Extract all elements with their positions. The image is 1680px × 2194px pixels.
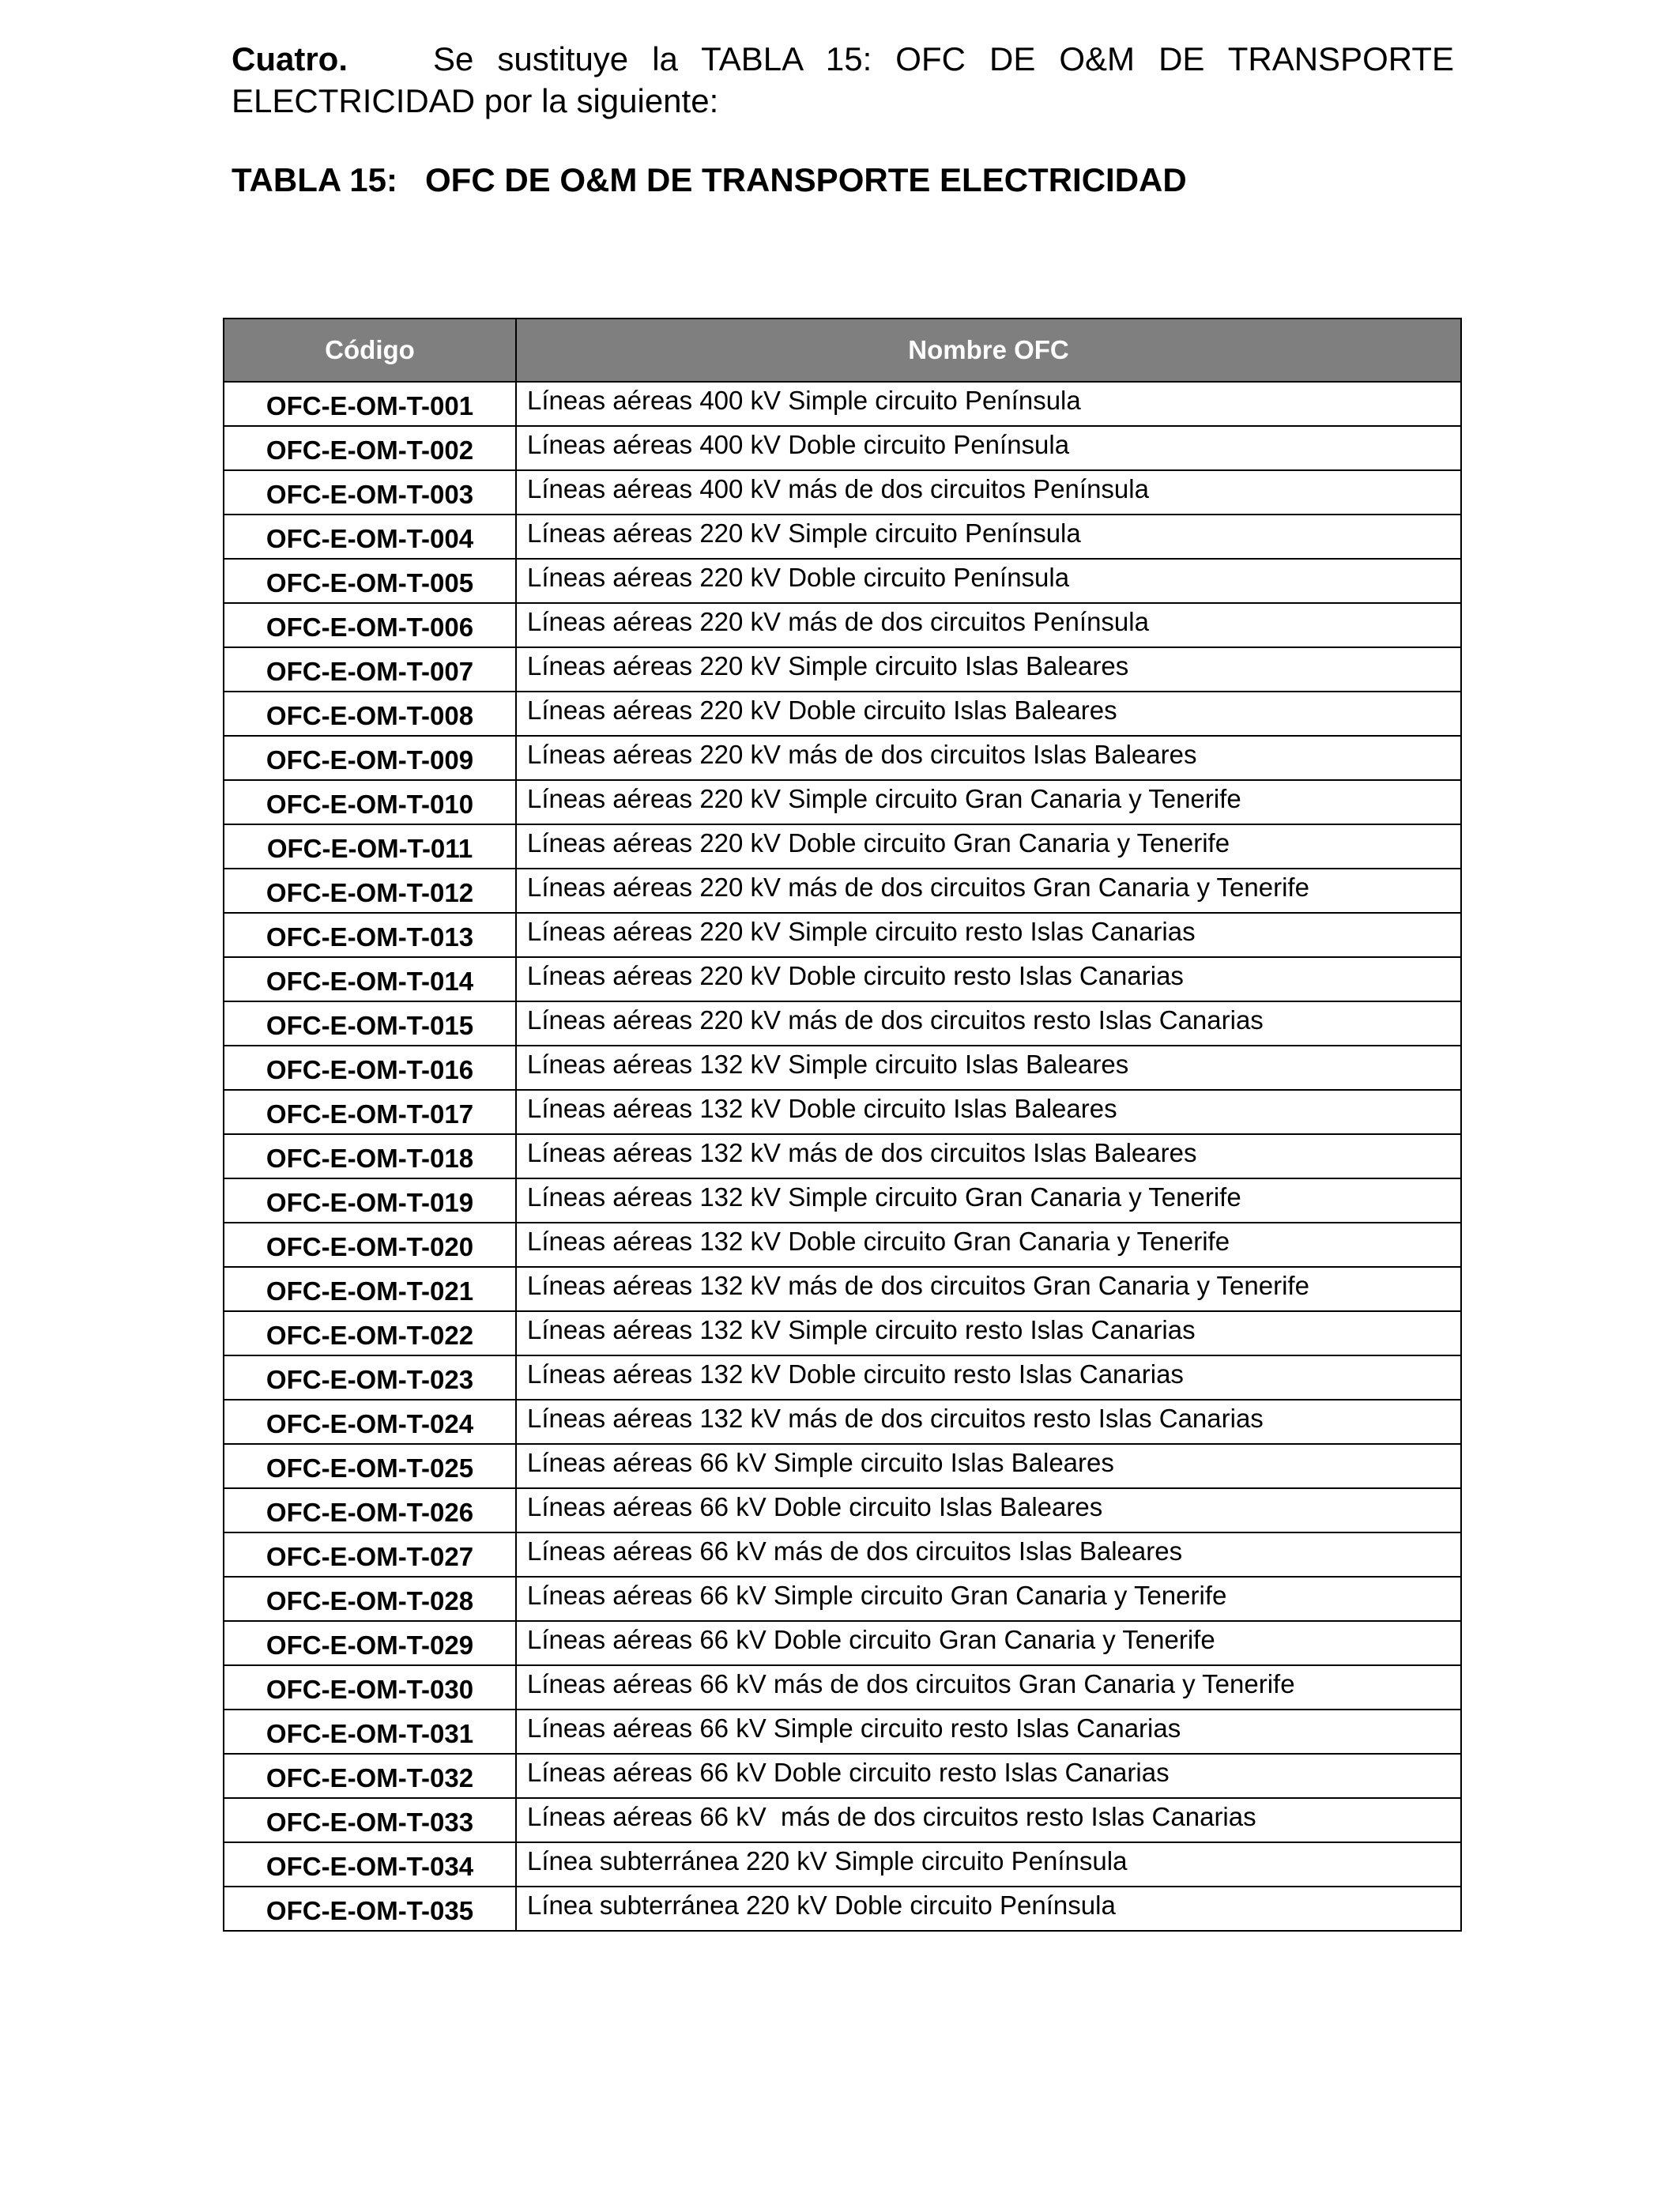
intro-paragraph — [232, 38, 1454, 122]
cell-nombre-ofc: Líneas aéreas 220 kV Simple circuito Islas Baleares — [516, 647, 1461, 692]
cell-codigo: OFC-E-OM-T-005 — [224, 559, 516, 603]
cell-codigo: OFC-E-OM-T-022 — [224, 1311, 516, 1355]
table-row — [224, 1488, 1461, 1532]
cell-codigo: OFC-E-OM-T-007 — [224, 647, 516, 692]
cell-codigo: OFC-E-OM-T-023 — [224, 1355, 516, 1400]
table-row — [224, 1267, 1461, 1311]
cell-codigo: OFC-E-OM-T-001 — [224, 382, 516, 426]
intro-text-1: Se sustituye la TABLA 15: OFC DE O&M DE TRANSPORTE — [433, 40, 1454, 77]
table-row — [224, 780, 1461, 824]
table-row — [224, 824, 1461, 869]
cell-nombre-ofc: Líneas aéreas 132 kV Simple circuito resto Islas Canarias — [516, 1311, 1461, 1355]
cell-codigo: OFC-E-OM-T-032 — [224, 1754, 516, 1798]
cell-codigo: OFC-E-OM-T-028 — [224, 1577, 516, 1621]
intro-line-2: ELECTRICIDAD por la siguiente: — [232, 82, 719, 119]
cell-nombre-ofc: Líneas aéreas 66 kV más de dos circuitos Islas Baleares — [516, 1532, 1461, 1577]
table-body — [224, 382, 1461, 1931]
cell-nombre-ofc: Líneas aéreas 132 kV Doble circuito resto Islas Canarias — [516, 1355, 1461, 1400]
table-row — [224, 1090, 1461, 1134]
cell-nombre-ofc: Líneas aéreas 132 kV más de dos circuitos Gran Canaria y Tenerife — [516, 1267, 1461, 1311]
cell-nombre-ofc: Líneas aéreas 132 kV Doble circuito Gran Canaria y Tenerife — [516, 1223, 1461, 1267]
cell-nombre-ofc: Líneas aéreas 132 kV Simple circuito Islas Baleares — [516, 1046, 1461, 1090]
cell-codigo: OFC-E-OM-T-003 — [224, 470, 516, 515]
table-row — [224, 1223, 1461, 1267]
cell-nombre-ofc: Líneas aéreas 220 kV más de dos circuitos resto Islas Canarias — [516, 1001, 1461, 1046]
table-row — [224, 1001, 1461, 1046]
table-row — [224, 515, 1461, 559]
cell-codigo: OFC-E-OM-T-027 — [224, 1532, 516, 1577]
cell-nombre-ofc: Líneas aéreas 132 kV más de dos circuitos Islas Baleares — [516, 1134, 1461, 1178]
cell-codigo: OFC-E-OM-T-020 — [224, 1223, 516, 1267]
table-row — [224, 382, 1461, 426]
cell-codigo: OFC-E-OM-T-010 — [224, 780, 516, 824]
cell-codigo: OFC-E-OM-T-015 — [224, 1001, 516, 1046]
table-row — [224, 1444, 1461, 1488]
table-row — [224, 1178, 1461, 1223]
table-row — [224, 470, 1461, 515]
table-heading-number: TABLA 15: — [232, 161, 397, 198]
cell-nombre-ofc: Líneas aéreas 66 kV Doble circuito resto Islas Canarias — [516, 1754, 1461, 1798]
table-row — [224, 869, 1461, 913]
table-row — [224, 1754, 1461, 1798]
ofc-table — [223, 318, 1462, 1932]
cell-nombre-ofc: Líneas aéreas 132 kV Simple circuito Gran Canaria y Tenerife — [516, 1178, 1461, 1223]
cell-codigo: OFC-E-OM-T-002 — [224, 426, 516, 470]
table-row — [224, 736, 1461, 780]
cell-codigo: OFC-E-OM-T-030 — [224, 1665, 516, 1710]
cell-nombre-ofc: Líneas aéreas 220 kV Doble circuito Islas Baleares — [516, 692, 1461, 736]
cell-codigo: OFC-E-OM-T-014 — [224, 957, 516, 1001]
cell-codigo: OFC-E-OM-T-026 — [224, 1488, 516, 1532]
cell-nombre-ofc: Líneas aéreas 66 kV más de dos circuitos resto Islas Canarias — [516, 1798, 1461, 1842]
table-row — [224, 1621, 1461, 1665]
table-row — [224, 1842, 1461, 1887]
table-row — [224, 559, 1461, 603]
table-row — [224, 1400, 1461, 1444]
cell-nombre-ofc: Líneas aéreas 66 kV Doble circuito Gran Canaria y Tenerife — [516, 1621, 1461, 1665]
cell-codigo: OFC-E-OM-T-033 — [224, 1798, 516, 1842]
cell-codigo: OFC-E-OM-T-025 — [224, 1444, 516, 1488]
cell-nombre-ofc: Líneas aéreas 220 kV más de dos circuitos Islas Baleares — [516, 736, 1461, 780]
cell-nombre-ofc: Líneas aéreas 220 kV Simple circuito resto Islas Canarias — [516, 913, 1461, 957]
cell-codigo: OFC-E-OM-T-009 — [224, 736, 516, 780]
cell-codigo: OFC-E-OM-T-029 — [224, 1621, 516, 1665]
cell-codigo: OFC-E-OM-T-013 — [224, 913, 516, 957]
cell-codigo: OFC-E-OM-T-008 — [224, 692, 516, 736]
cell-codigo: OFC-E-OM-T-021 — [224, 1267, 516, 1311]
cell-nombre-ofc: Líneas aéreas 132 kV Doble circuito Islas Baleares — [516, 1090, 1461, 1134]
cell-nombre-ofc: Líneas aéreas 220 kV Simple circuito Gran Canaria y Tenerife — [516, 780, 1461, 824]
cell-codigo: OFC-E-OM-T-024 — [224, 1400, 516, 1444]
cell-nombre-ofc: Líneas aéreas 66 kV más de dos circuitos Gran Canaria y Tenerife — [516, 1665, 1461, 1710]
cell-nombre-ofc: Líneas aéreas 220 kV Doble circuito Península — [516, 559, 1461, 603]
intro-line-1 — [232, 38, 1454, 80]
intro-label: Cuatro. — [232, 40, 348, 77]
cell-nombre-ofc: Líneas aéreas 400 kV Doble circuito Península — [516, 426, 1461, 470]
table-row — [224, 913, 1461, 957]
table-row — [224, 1710, 1461, 1754]
cell-nombre-ofc: Líneas aéreas 66 kV Simple circuito Islas Baleares — [516, 1444, 1461, 1488]
cell-nombre-ofc: Líneas aéreas 220 kV Doble circuito resto Islas Canarias — [516, 957, 1461, 1001]
cell-nombre-ofc: Líneas aéreas 66 kV Doble circuito Islas Baleares — [516, 1488, 1461, 1532]
table-row — [224, 1311, 1461, 1355]
cell-codigo: OFC-E-OM-T-019 — [224, 1178, 516, 1223]
cell-nombre-ofc: Líneas aéreas 400 kV más de dos circuitos Península — [516, 470, 1461, 515]
table-row — [224, 692, 1461, 736]
cell-codigo: OFC-E-OM-T-031 — [224, 1710, 516, 1754]
table-row — [224, 1355, 1461, 1400]
cell-nombre-ofc: Líneas aéreas 220 kV más de dos circuitos Península — [516, 603, 1461, 647]
cell-codigo: OFC-E-OM-T-035 — [224, 1887, 516, 1931]
table-row — [224, 1532, 1461, 1577]
header-codigo: Código — [224, 319, 516, 382]
cell-nombre-ofc: Líneas aéreas 66 kV Simple circuito resto Islas Canarias — [516, 1710, 1461, 1754]
table-row — [224, 647, 1461, 692]
table-row — [224, 603, 1461, 647]
cell-nombre-ofc: Línea subterránea 220 kV Doble circuito Península — [516, 1887, 1461, 1931]
cell-codigo: OFC-E-OM-T-017 — [224, 1090, 516, 1134]
table-row — [224, 1046, 1461, 1090]
table-row — [224, 426, 1461, 470]
cell-codigo: OFC-E-OM-T-011 — [224, 824, 516, 869]
cell-nombre-ofc: Líneas aéreas 220 kV más de dos circuitos Gran Canaria y Tenerife — [516, 869, 1461, 913]
cell-nombre-ofc: Líneas aéreas 132 kV más de dos circuitos resto Islas Canarias — [516, 1400, 1461, 1444]
table-row — [224, 1577, 1461, 1621]
cell-codigo: OFC-E-OM-T-016 — [224, 1046, 516, 1090]
cell-codigo: OFC-E-OM-T-006 — [224, 603, 516, 647]
table-heading — [232, 158, 1187, 202]
cell-nombre-ofc: Líneas aéreas 400 kV Simple circuito Península — [516, 382, 1461, 426]
cell-nombre-ofc: Líneas aéreas 66 kV Simple circuito Gran Canaria y Tenerife — [516, 1577, 1461, 1621]
cell-codigo: OFC-E-OM-T-004 — [224, 515, 516, 559]
table-row — [224, 1134, 1461, 1178]
cell-codigo: OFC-E-OM-T-018 — [224, 1134, 516, 1178]
table-row — [224, 957, 1461, 1001]
cell-nombre-ofc: Líneas aéreas 220 kV Simple circuito Península — [516, 515, 1461, 559]
cell-nombre-ofc: Líneas aéreas 220 kV Doble circuito Gran Canaria y Tenerife — [516, 824, 1461, 869]
table-row — [224, 1887, 1461, 1931]
table-header-row — [224, 319, 1461, 382]
cell-nombre-ofc: Línea subterránea 220 kV Simple circuito Península — [516, 1842, 1461, 1887]
table-heading-title: OFC DE O&M DE TRANSPORTE ELECTRICIDAD — [425, 161, 1187, 198]
cell-codigo: OFC-E-OM-T-012 — [224, 869, 516, 913]
cell-codigo: OFC-E-OM-T-034 — [224, 1842, 516, 1887]
table-row — [224, 1798, 1461, 1842]
header-nombre-ofc: Nombre OFC — [516, 319, 1461, 382]
table-row — [224, 1665, 1461, 1710]
